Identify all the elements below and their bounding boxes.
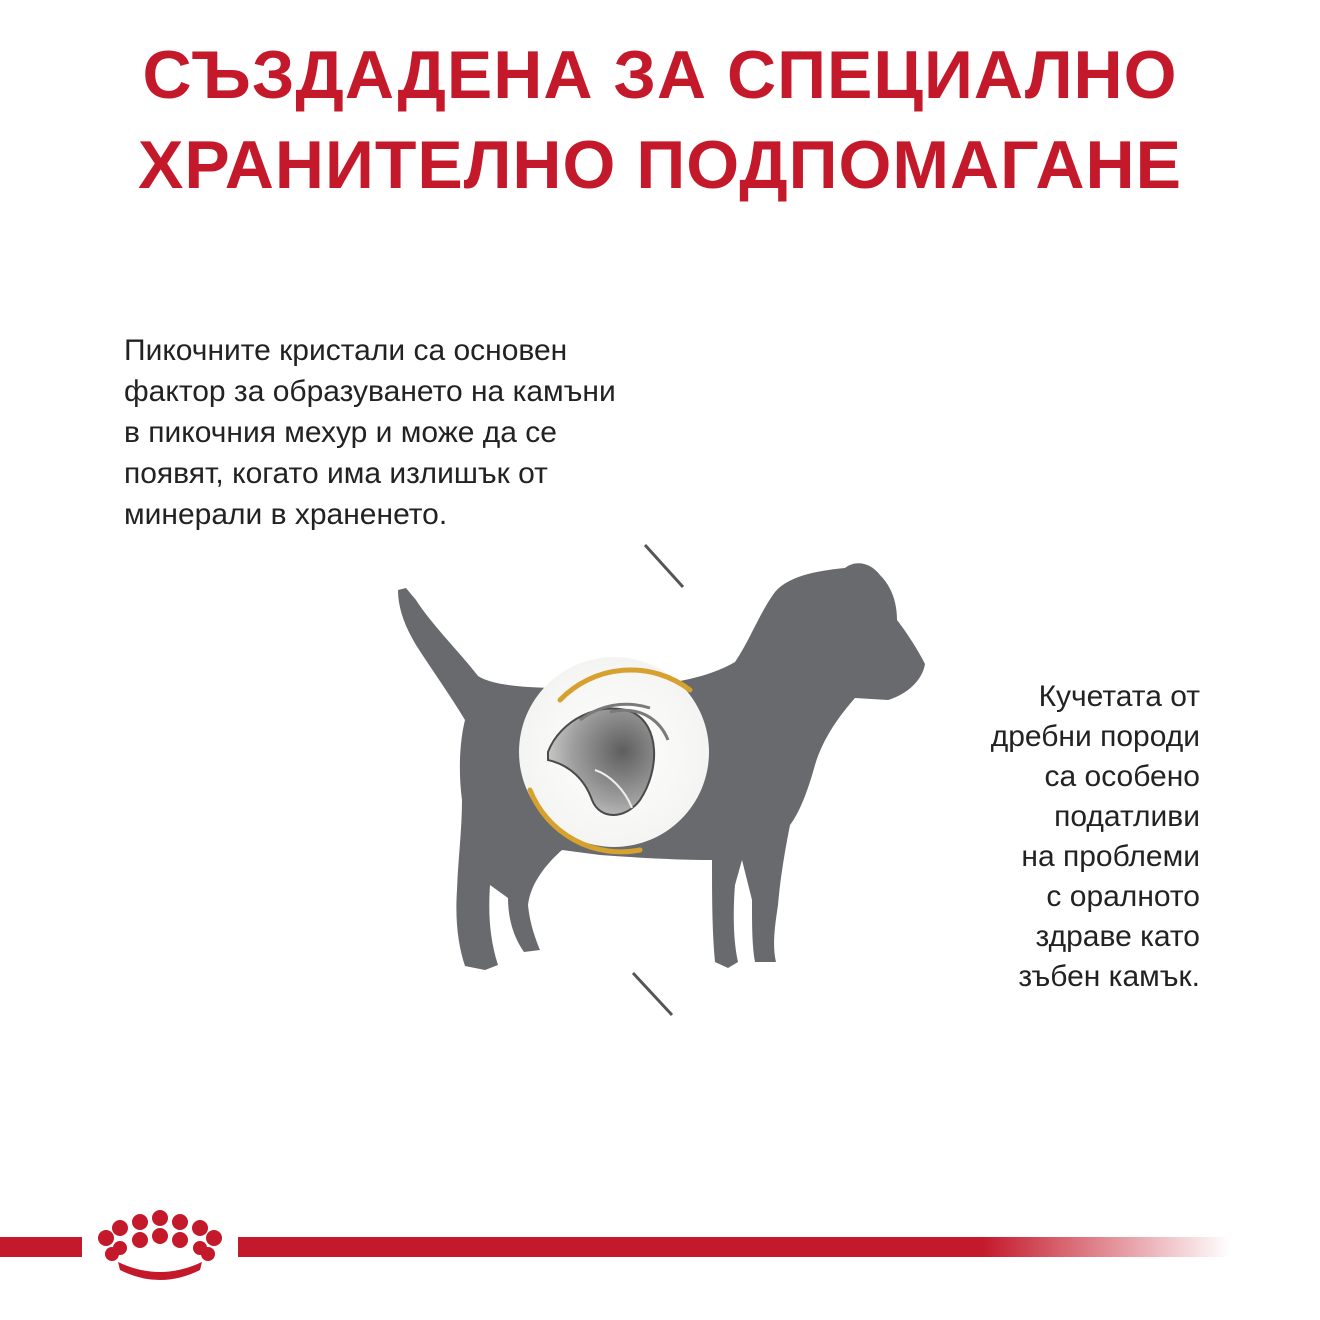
callout-left-line: минерали в храненето. [124, 498, 448, 531]
callout-left-line: в пикочния мехур и може да се [124, 416, 557, 449]
callout-right-line: податливи [1054, 800, 1200, 833]
callout-left-line: Пикочните кристали са основен [124, 334, 568, 367]
callout-left-line: фактор за образуването на камъни [124, 375, 616, 408]
connector-right [633, 973, 1200, 1015]
callout-right-line: на проблеми [1021, 840, 1200, 873]
callout-right-line: Кучетата от [1038, 680, 1200, 713]
callout-right-line: са особено [1044, 760, 1200, 793]
callout-left-line: появят, когато има излишък от [124, 457, 548, 490]
callout-right-line: с оралното [1046, 880, 1200, 913]
callout-right-line: зъбен камък. [1018, 960, 1200, 993]
royal-crown-logo-icon [98, 1210, 222, 1280]
callout-right-line: дребни породи [990, 720, 1200, 753]
title-line-1: СЪЗДАДЕНА ЗА СПЕЦИАЛНО [142, 37, 1178, 113]
title-line-2: ХРАНИТЕЛНО ПОДПОМАГАНЕ [138, 127, 1182, 203]
callout-right-line: здраве като [1035, 920, 1200, 953]
connector-left [124, 545, 683, 587]
